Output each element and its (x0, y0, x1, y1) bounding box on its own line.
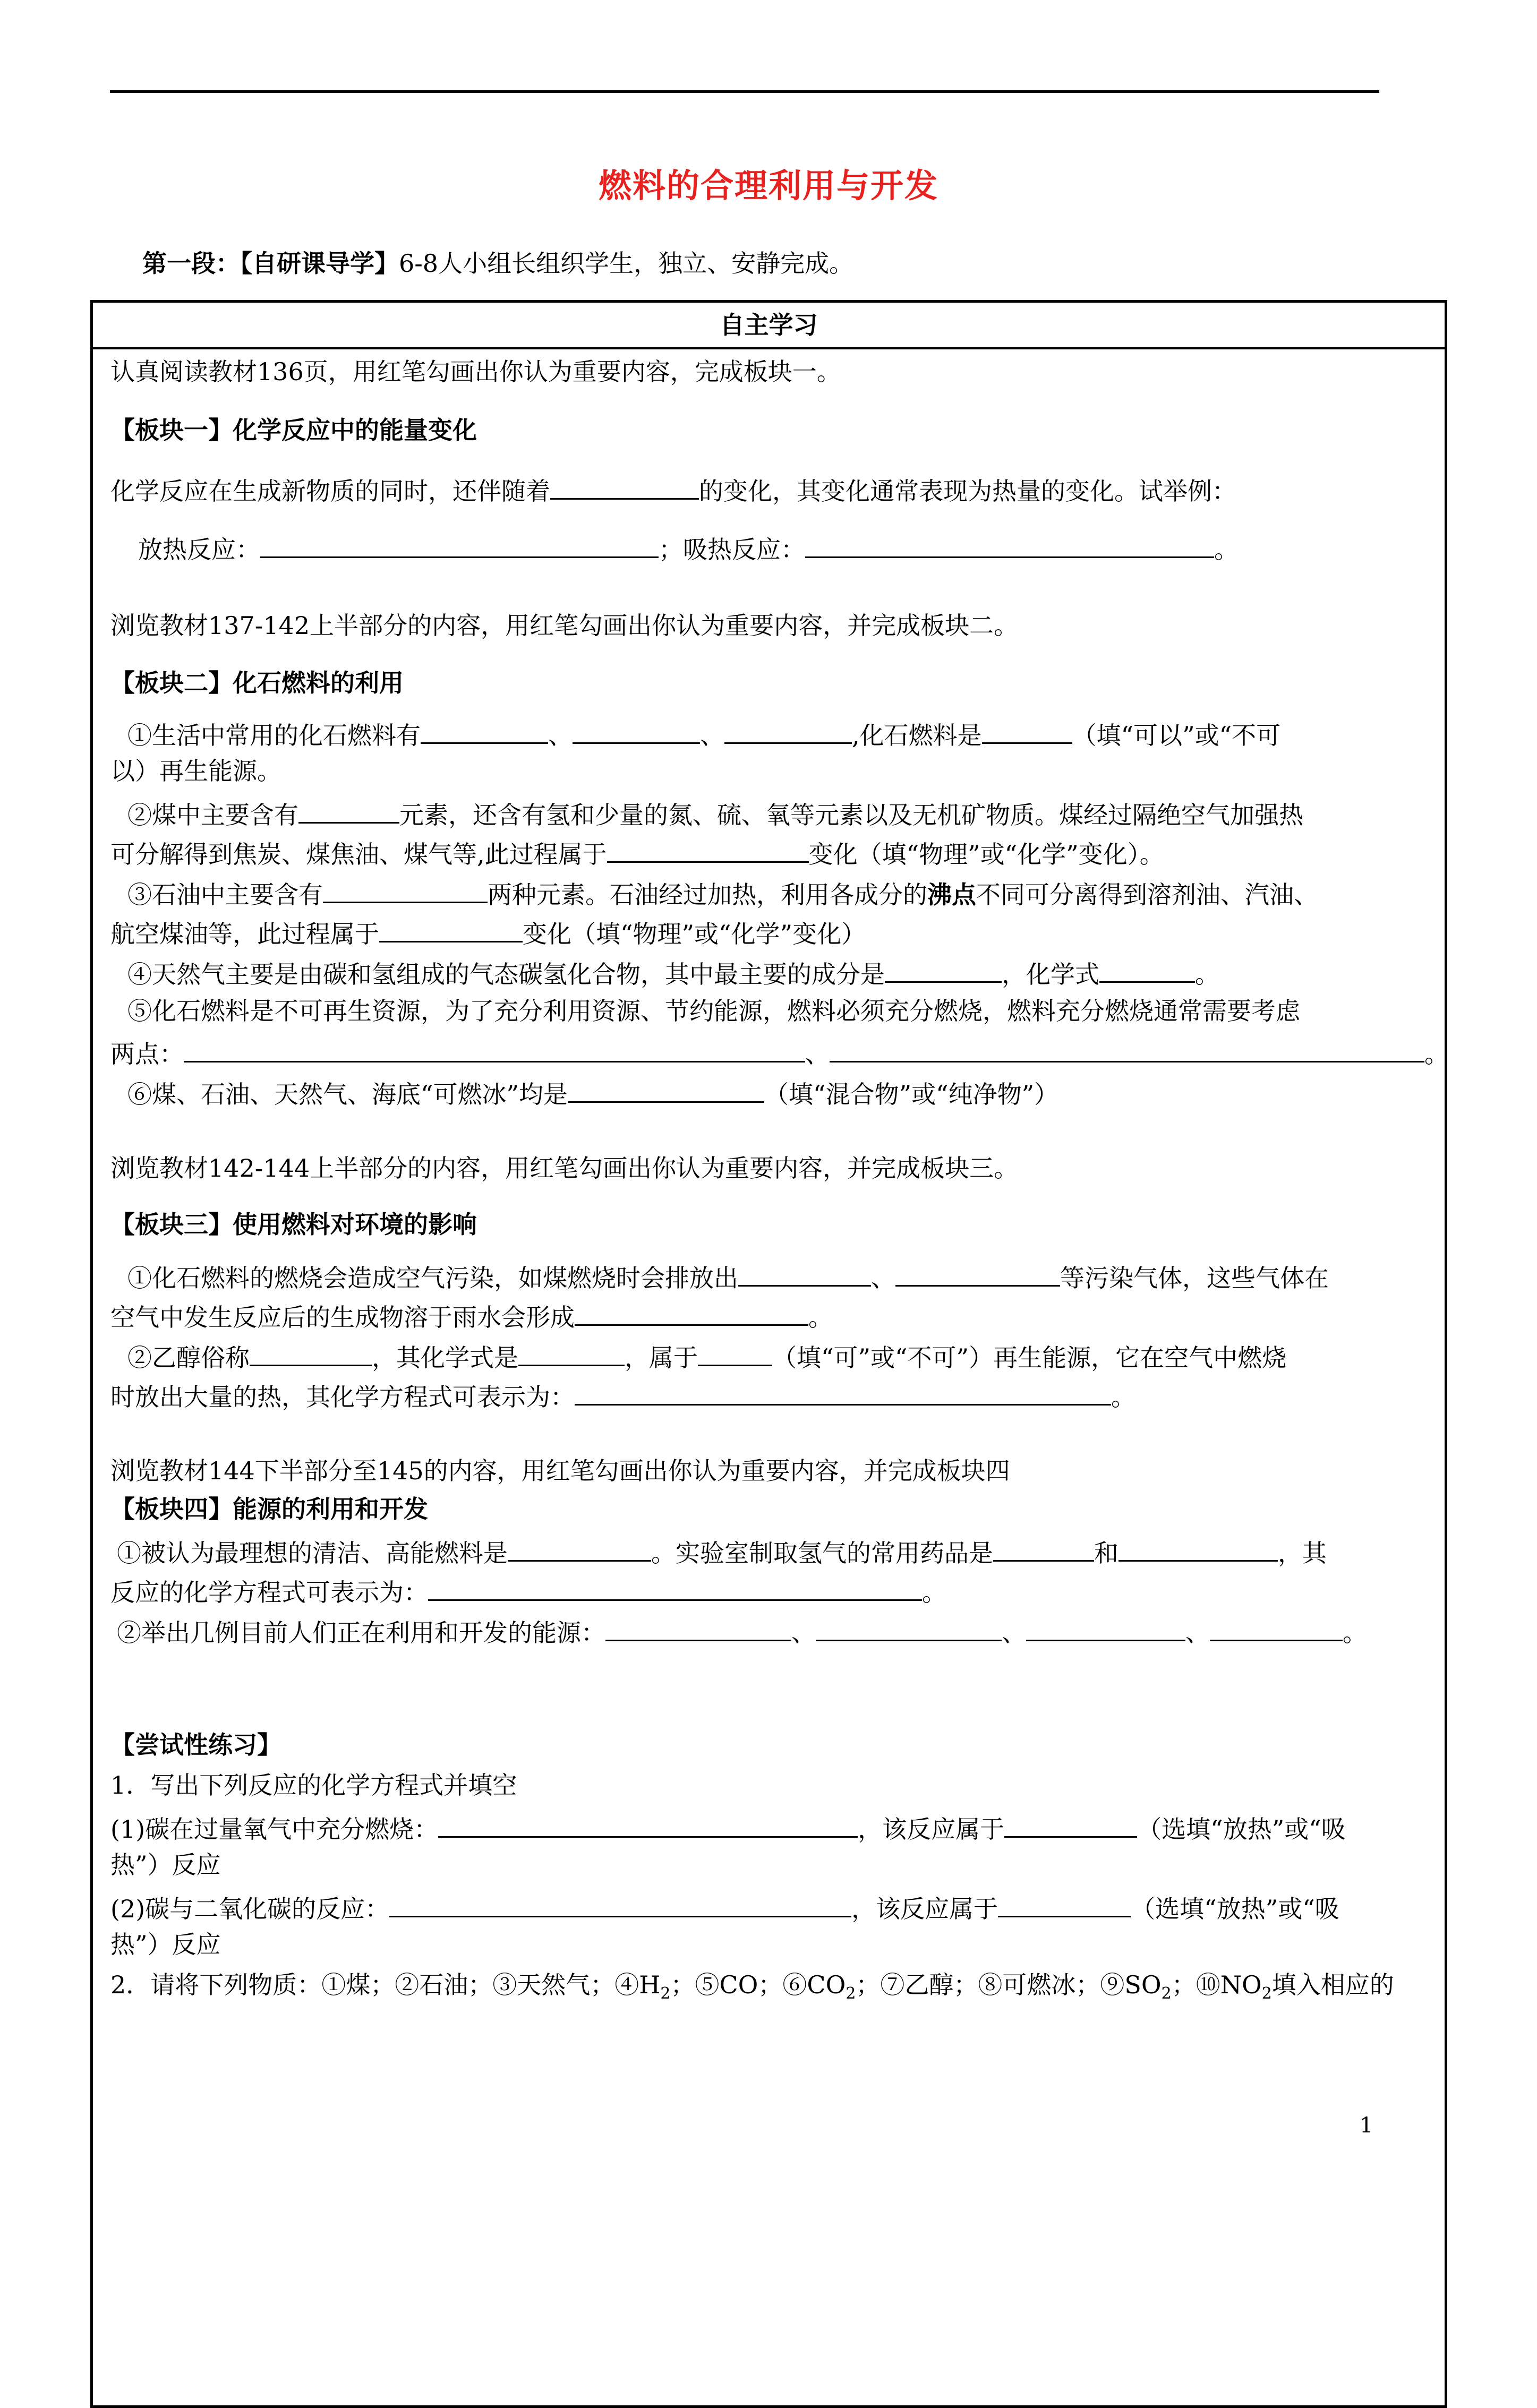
top-rule (110, 90, 1379, 93)
blank[interactable] (607, 835, 809, 863)
s1-line-2: 放热反应： ；吸热反应： 。 (138, 530, 1239, 565)
blank[interactable] (550, 472, 699, 500)
section-1-heading: 【板块一】化学反应中的能量变化 (110, 416, 477, 444)
blank[interactable] (1118, 1533, 1278, 1562)
intro-label: 第一段：【自研课导学】 (142, 249, 399, 278)
practice-q2: 2．请将下列物质：①煤；②石油；③天然气；$④H_2$；⑤CO；$⑥CO_2$；⑦乙醇；⑧可燃冰；$⑨SO_2$；$⑩NO_2$填入相应的 (110, 1970, 1394, 2003)
section-2-heading: 【板块二】化石燃料的利用 (110, 669, 404, 697)
blank[interactable] (738, 1258, 871, 1287)
blank[interactable] (1004, 1810, 1137, 1838)
blank[interactable] (895, 1258, 1060, 1287)
practice-q1-1: (1)碳在过量氧气中充分燃烧： ，该反应属于 （选填“放热”或“吸 (110, 1810, 1346, 1845)
study-box (90, 300, 1447, 2408)
blank[interactable] (885, 955, 1002, 983)
blank[interactable] (323, 875, 488, 903)
read-instruction-3: 浏览教材142-144上半部分的内容，用红笔勾画出你认为重要内容，并完成板块三。 (110, 1154, 1019, 1182)
s2-item-3-cont: 航空煤油等，此过程属于 变化（填“物理”或“化学”变化） (110, 914, 866, 950)
s2-item-3: ③石油中主要含有 两种元素。石油经过加热，利用各成分的沸点不同可分离得到溶剂油、汽油、 (127, 875, 1318, 911)
s2-item-4: ④天然气主要是由碳和氢组成的气态碳氢化合物，其中最主要的成分是 ，化学式 。 (127, 955, 1219, 990)
s2-item-1: ①生活中常用的化石燃料有 、 、 ,化石燃料是 （填“可以”或“不可 (127, 716, 1280, 751)
box-header: 自主学习 (93, 303, 1445, 349)
blank[interactable] (428, 1573, 922, 1601)
practice-q1: 1．写出下列反应的化学方程式并填空 (110, 1771, 517, 1799)
practice-q1-2-cont: 热”）反应 (110, 1930, 221, 1959)
s3-item-2: ②乙醇俗称 ，其化学式是 ，属于 （填“可”或“不可”）再生能源，它在空气中燃烧 (127, 1338, 1286, 1374)
intro-line (142, 244, 853, 279)
blank[interactable] (575, 1298, 808, 1326)
s2-item-2-cont: 可分解得到焦炭、煤焦油、煤气等,此过程属于 变化（填“物理”或“化学”变化）。 (110, 835, 1164, 870)
blank[interactable] (982, 716, 1072, 744)
section-3-heading: 【板块三】使用燃料对环境的影响 (110, 1210, 477, 1239)
blank[interactable] (389, 1889, 851, 1917)
blank[interactable] (698, 1338, 772, 1366)
intro-text: 6-8人小组长组织学生，独立、安静完成。 (399, 249, 854, 278)
page-number: 1 (1360, 2113, 1373, 2138)
blank[interactable] (568, 1075, 764, 1103)
s2-item-5-cont: 两点： 、 。 (110, 1034, 1449, 1070)
blank[interactable] (1210, 1613, 1343, 1641)
blank[interactable] (998, 1889, 1131, 1917)
s4-item-1: ①被认为最理想的清洁、高能燃料是 。实验室制取氢气的常用药品是 和 ，其 (117, 1533, 1327, 1569)
blank[interactable] (816, 1613, 1002, 1641)
blank[interactable] (250, 1338, 372, 1366)
blank[interactable] (724, 716, 852, 744)
s2-item-6: ⑥煤、石油、天然气、海底“可燃冰”均是 （填“混合物”或“纯净物”） (127, 1075, 1058, 1110)
blank[interactable] (508, 1533, 651, 1562)
read-instruction-2: 浏览教材137-142上半部分的内容，用红笔勾画出你认为重要内容，并完成板块二。 (110, 611, 1019, 640)
s2-item-5: ⑤化石燃料是不可再生资源，为了充分利用资源、节约能源，燃料必须充分燃烧，燃料充分燃烧通常需要考虑 (127, 997, 1300, 1025)
s2-item-1-cont: 以）再生能源。 (110, 757, 281, 785)
read-instruction-4: 浏览教材144下半部分至145的内容，用红笔勾画出你认为重要内容，并完成板块四 (110, 1456, 1010, 1485)
blank[interactable] (438, 1810, 858, 1838)
blank[interactable] (575, 1377, 1111, 1406)
blank[interactable] (993, 1533, 1094, 1562)
s1-line-1: 化学反应在生成新物质的同时，还伴随着 的变化，其变化通常表现为热量的变化。试举例： (110, 472, 1236, 507)
blank[interactable] (1026, 1613, 1185, 1641)
section-4-heading: 【板块四】能源的利用和开发 (110, 1495, 428, 1523)
blank[interactable] (260, 530, 659, 558)
s4-item-2: ②举出几例目前人们正在利用和开发的能源： 、 、 、 。 (117, 1613, 1367, 1649)
s3-item-2-cont: 时放出大量的热，其化学方程式可表示为： 。 (110, 1377, 1135, 1413)
page-title: 燃料的合理利用与开发 (598, 166, 938, 205)
s4-item-1-cont: 反应的化学方程式可表示为： 。 (110, 1573, 946, 1608)
s3-item-1-cont: 空气中发生反应后的生成物溶于雨水会形成 。 (110, 1298, 833, 1333)
blank[interactable] (298, 795, 399, 824)
blank[interactable] (805, 530, 1214, 558)
practice-q1-1-cont: 热”）反应 (110, 1850, 221, 1879)
practice-heading: 【尝试性练习】 (110, 1730, 281, 1759)
s2-item-2: ②煤中主要含有 元素，还含有氢和少量的氮、硫、氧等元素以及无机矿物质。煤经过隔绝空气加强热 (127, 795, 1303, 831)
blank[interactable] (573, 716, 700, 744)
blank[interactable] (1099, 955, 1195, 983)
blank[interactable] (421, 716, 548, 744)
read-instruction-1: 认真阅读教材136页，用红笔勾画出你认为重要内容，完成板块一。 (110, 357, 841, 386)
blank[interactable] (518, 1338, 625, 1366)
blank[interactable] (184, 1034, 805, 1062)
s3-item-1: ①化石燃料的燃烧会造成空气污染，如煤燃烧时会排放出 、 等污染气体，这些气体在 (127, 1258, 1329, 1294)
blank[interactable] (830, 1034, 1424, 1062)
blank[interactable] (605, 1613, 791, 1641)
blank[interactable] (379, 914, 523, 942)
practice-q1-2: (2)碳与二氧化碳的反应： ，该反应属于 （选填“放热”或“吸 (110, 1889, 1339, 1925)
